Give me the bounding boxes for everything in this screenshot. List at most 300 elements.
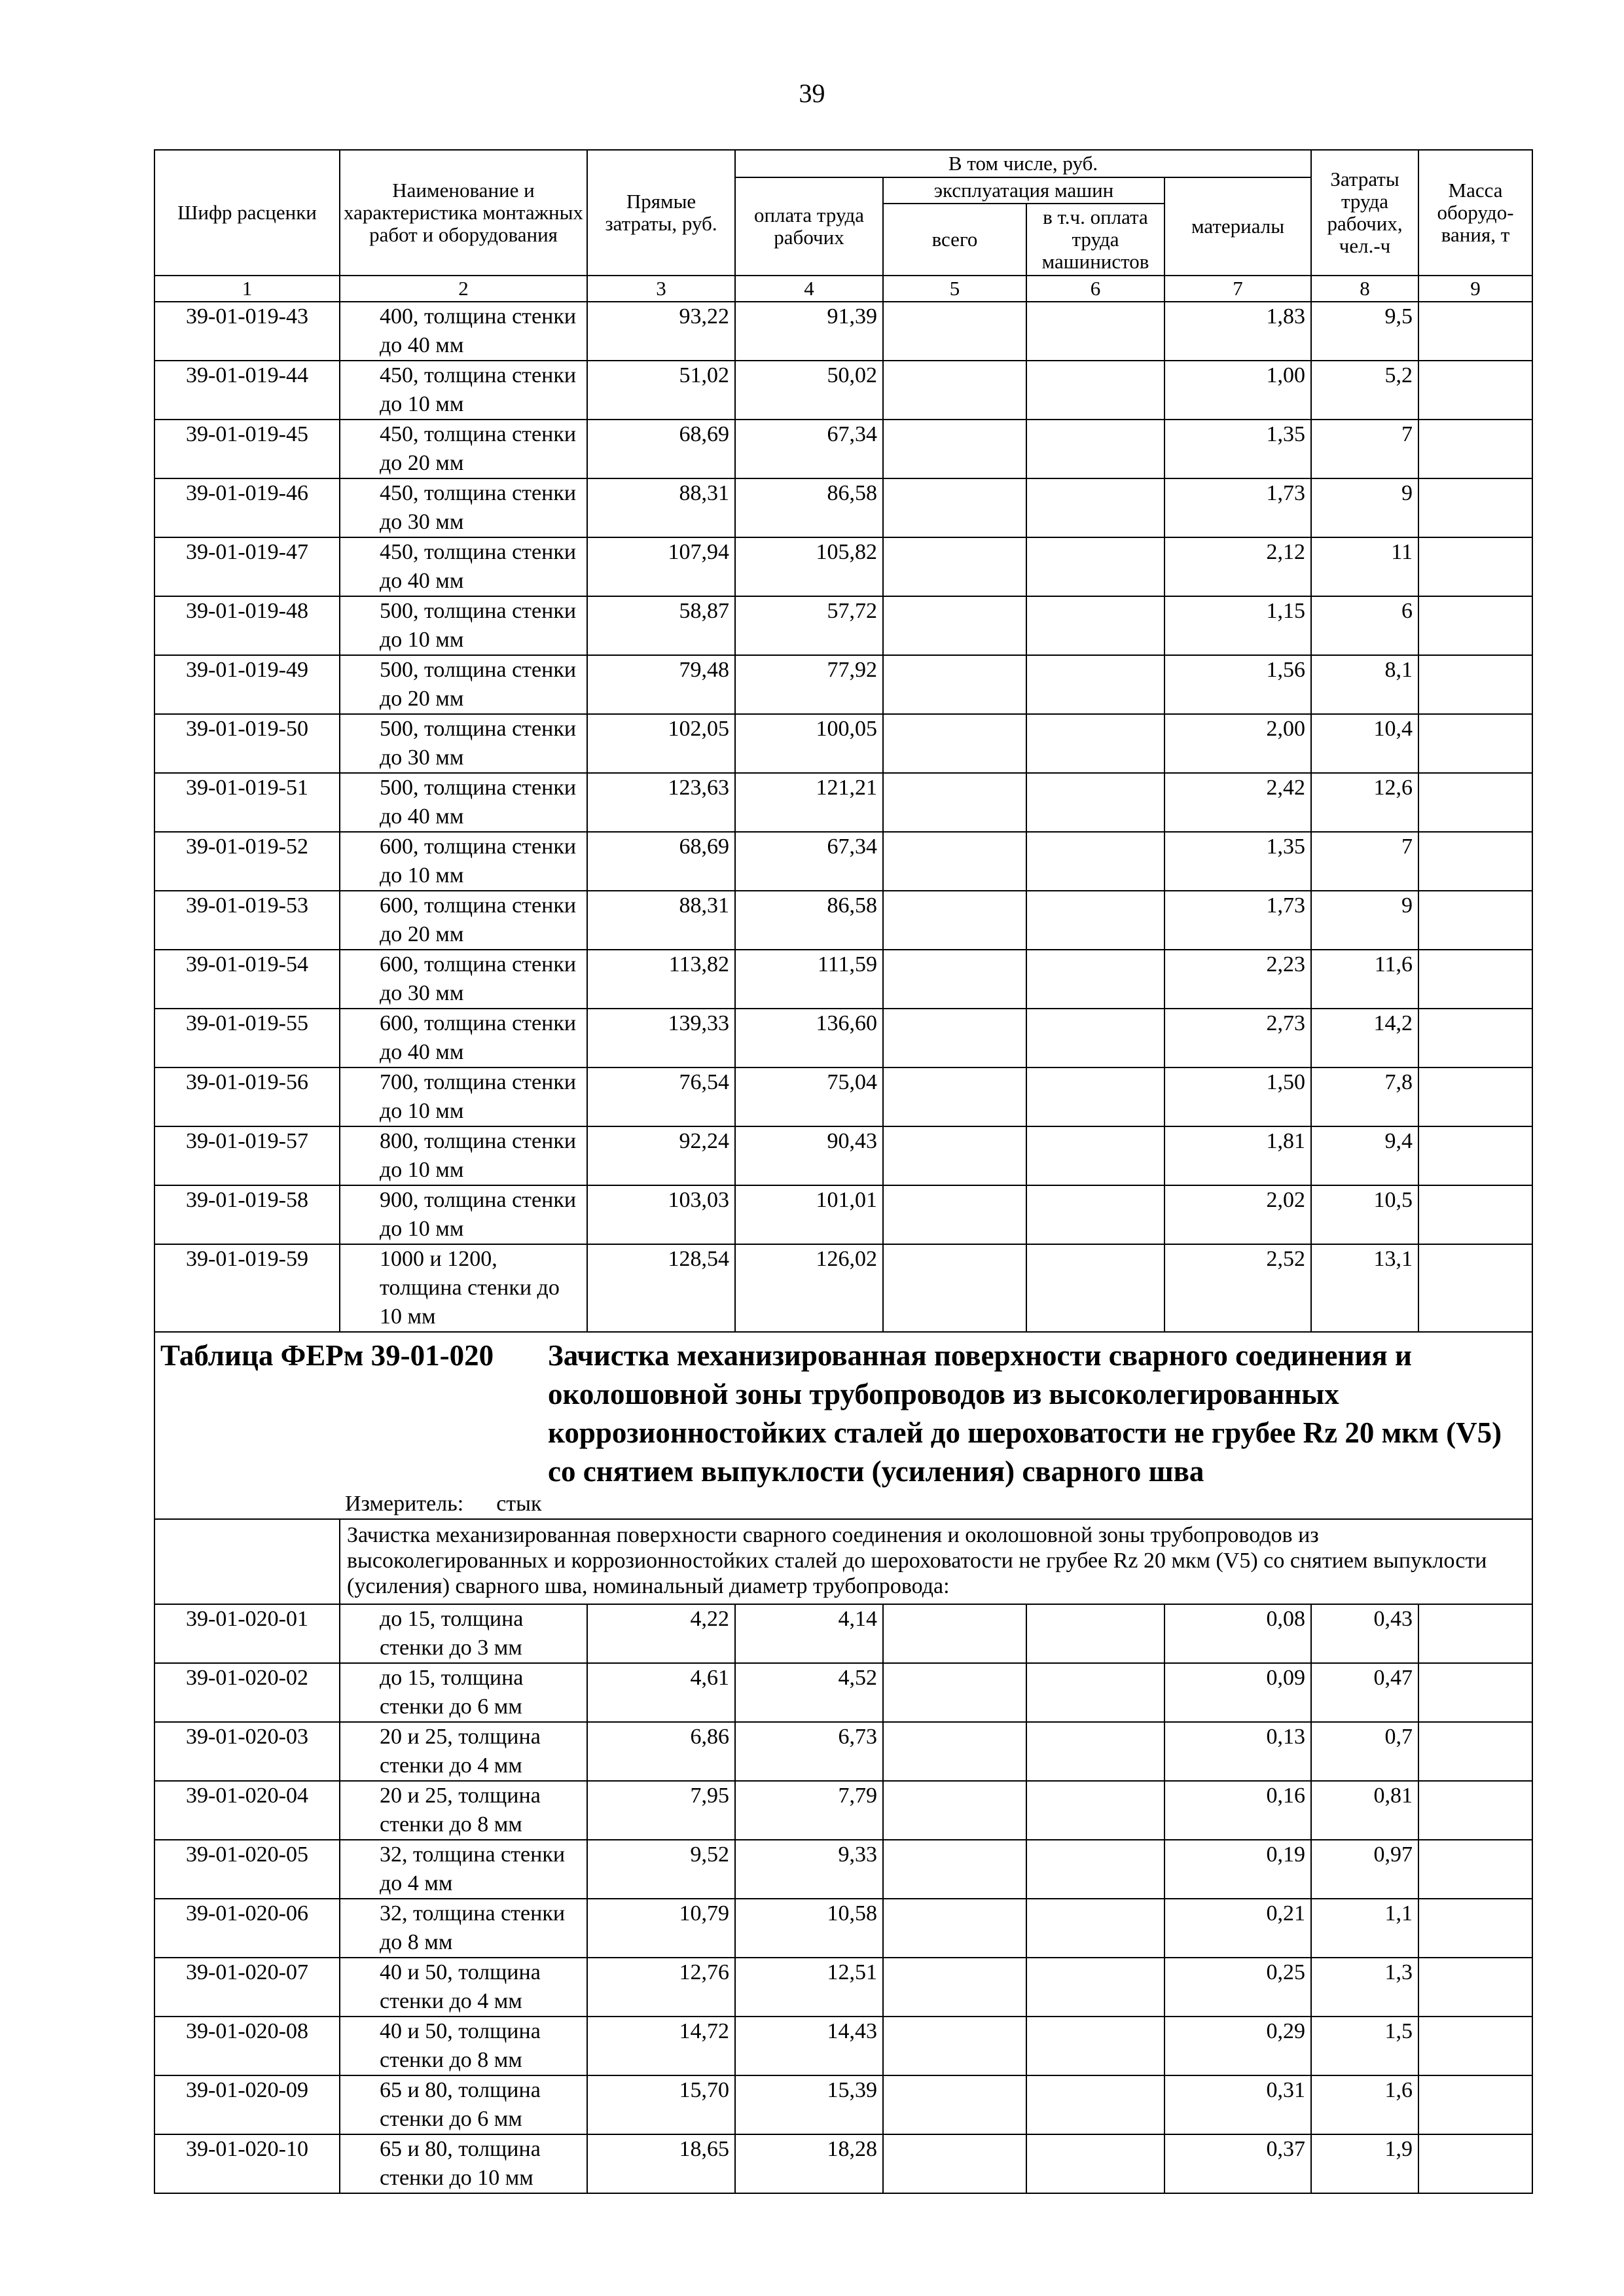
machine-total	[883, 1781, 1026, 1840]
materials-cost: 0,19	[1164, 1840, 1311, 1899]
materials-cost: 2,02	[1164, 1185, 1311, 1244]
machine-total	[883, 1958, 1026, 2017]
rate-code: 39-01-020-09	[154, 2075, 340, 2134]
labor-costs: 7	[1311, 420, 1418, 478]
labor-costs: 1,5	[1311, 2017, 1418, 2075]
direct-costs: 88,31	[587, 891, 735, 950]
workers-pay: 15,39	[735, 2075, 883, 2134]
table-row	[154, 596, 1532, 655]
work-name: 20 и 25, толщина стенки до 8 мм	[340, 1781, 587, 1840]
work-name: до 15, толщина стенки до 3 мм	[340, 1604, 587, 1663]
direct-costs: 76,54	[587, 1067, 735, 1126]
workers-pay: 77,92	[735, 655, 883, 714]
equipment-mass	[1418, 1722, 1532, 1781]
machinists-pay	[1026, 478, 1164, 537]
rate-code: 39-01-019-59	[154, 1244, 340, 1332]
equipment-mass	[1418, 950, 1532, 1009]
rate-code: 39-01-020-10	[154, 2134, 340, 2193]
direct-costs: 128,54	[587, 1244, 735, 1332]
table-row	[154, 478, 1532, 537]
equipment-mass	[1418, 537, 1532, 596]
rate-code: 39-01-019-47	[154, 537, 340, 596]
machine-total	[883, 420, 1026, 478]
column-number: 5	[883, 276, 1026, 302]
workers-pay: 4,52	[735, 1663, 883, 1722]
rate-code: 39-01-019-55	[154, 1009, 340, 1067]
workers-pay: 12,51	[735, 1958, 883, 2017]
equipment-mass	[1418, 1244, 1532, 1332]
work-name: 500, толщина стенки до 40 мм	[340, 773, 587, 832]
machine-total	[883, 1185, 1026, 1244]
direct-costs: 10,79	[587, 1899, 735, 1958]
table-row	[154, 1244, 1532, 1332]
work-name: 40 и 50, толщина стенки до 8 мм	[340, 2017, 587, 2075]
labor-costs: 1,6	[1311, 2075, 1418, 2134]
table-row	[154, 1958, 1532, 2017]
materials-cost: 0,13	[1164, 1722, 1311, 1781]
table-row	[154, 420, 1532, 478]
direct-costs: 68,69	[587, 420, 735, 478]
machine-total	[883, 1899, 1026, 1958]
equipment-mass	[1418, 1840, 1532, 1899]
machinists-pay	[1026, 596, 1164, 655]
machine-total	[883, 1009, 1026, 1067]
machine-total	[883, 537, 1026, 596]
column-number: 6	[1026, 276, 1164, 302]
table-row	[154, 1899, 1532, 1958]
materials-cost: 1,83	[1164, 302, 1311, 361]
machine-total	[883, 1126, 1026, 1185]
direct-costs: 92,24	[587, 1126, 735, 1185]
rate-code: 39-01-019-53	[154, 891, 340, 950]
labor-costs: 0,47	[1311, 1663, 1418, 1722]
materials-cost: 0,09	[1164, 1663, 1311, 1722]
direct-costs: 93,22	[587, 302, 735, 361]
column-number: 3	[587, 276, 735, 302]
table-body-part2	[154, 1604, 1532, 2193]
rates-table	[154, 149, 1533, 2194]
materials-cost: 0,16	[1164, 1781, 1311, 1840]
labor-costs: 1,3	[1311, 1958, 1418, 2017]
labor-costs: 7	[1311, 832, 1418, 891]
machine-total	[883, 891, 1026, 950]
labor-costs: 10,5	[1311, 1185, 1418, 1244]
workers-pay: 67,34	[735, 420, 883, 478]
equipment-mass	[1418, 891, 1532, 950]
machine-total	[883, 1604, 1026, 1663]
equipment-mass	[1418, 420, 1532, 478]
table-row	[154, 1604, 1532, 1663]
work-name: 450, толщина стенки до 20 мм	[340, 420, 587, 478]
machine-total	[883, 1244, 1026, 1332]
section-description: Зачистка механизированная поверхности сварного соединения и околошовной зоны трубопроводов из высоколегированных и коррозионностойких сталей до шероховатости не грубее Rz 20 мкм (V5) со снятием выпуклости (усиления) сварного шва, номинальный диаметр трубопровода:	[347, 1523, 1487, 1598]
equipment-mass	[1418, 1663, 1532, 1722]
machine-total	[883, 2075, 1026, 2134]
work-name: 450, толщина стенки до 10 мм	[340, 361, 587, 420]
workers-pay: 86,58	[735, 891, 883, 950]
labor-costs: 6	[1311, 596, 1418, 655]
rate-code: 39-01-019-49	[154, 655, 340, 714]
header-including: В том числе, руб.	[735, 150, 1311, 177]
materials-cost: 2,42	[1164, 773, 1311, 832]
workers-pay: 4,14	[735, 1604, 883, 1663]
labor-costs: 11	[1311, 537, 1418, 596]
equipment-mass	[1418, 655, 1532, 714]
rate-code: 39-01-019-45	[154, 420, 340, 478]
work-name: 40 и 50, толщина стенки до 4 мм	[340, 1958, 587, 2017]
rate-code: 39-01-019-52	[154, 832, 340, 891]
rate-code: 39-01-020-04	[154, 1781, 340, 1840]
machine-total	[883, 596, 1026, 655]
header-machine-total: всего	[883, 204, 1026, 276]
direct-costs: 113,82	[587, 950, 735, 1009]
work-name: 600, толщина стенки до 30 мм	[340, 950, 587, 1009]
table-row	[154, 361, 1532, 420]
section-block	[154, 1332, 1532, 1604]
work-name: 800, толщина стенки до 10 мм	[340, 1126, 587, 1185]
table-row	[154, 950, 1532, 1009]
equipment-mass	[1418, 2075, 1532, 2134]
equipment-mass	[1418, 1067, 1532, 1126]
equipment-mass	[1418, 1781, 1532, 1840]
direct-costs: 79,48	[587, 655, 735, 714]
labor-costs: 12,6	[1311, 773, 1418, 832]
column-number: 9	[1418, 276, 1532, 302]
labor-costs: 10,4	[1311, 714, 1418, 773]
labor-costs: 1,1	[1311, 1899, 1418, 1958]
machine-total	[883, 1840, 1026, 1899]
table-row	[154, 1126, 1532, 1185]
rate-code: 39-01-020-08	[154, 2017, 340, 2075]
machinists-pay	[1026, 773, 1164, 832]
labor-costs: 9,5	[1311, 302, 1418, 361]
machine-total	[883, 1722, 1026, 1781]
machinists-pay	[1026, 1126, 1164, 1185]
equipment-mass	[1418, 1899, 1532, 1958]
work-name: 450, толщина стенки до 30 мм	[340, 478, 587, 537]
labor-costs: 1,9	[1311, 2134, 1418, 2193]
rate-code: 39-01-020-06	[154, 1899, 340, 1958]
column-number: 4	[735, 276, 883, 302]
work-name: 600, толщина стенки до 40 мм	[340, 1009, 587, 1067]
materials-cost: 1,73	[1164, 891, 1311, 950]
labor-costs: 7,8	[1311, 1067, 1418, 1126]
workers-pay: 10,58	[735, 1899, 883, 1958]
workers-pay: 67,34	[735, 832, 883, 891]
labor-costs: 0,7	[1311, 1722, 1418, 1781]
labor-costs: 11,6	[1311, 950, 1418, 1009]
machinists-pay	[1026, 1781, 1164, 1840]
header-labor-costs: Затраты труда рабочих, чел.-ч	[1311, 150, 1418, 276]
machine-total	[883, 1067, 1026, 1126]
work-name: 65 и 80, толщина стенки до 10 мм	[340, 2134, 587, 2193]
workers-pay: 101,01	[735, 1185, 883, 1244]
direct-costs: 18,65	[587, 2134, 735, 2193]
equipment-mass	[1418, 2017, 1532, 2075]
machinists-pay	[1026, 832, 1164, 891]
equipment-mass	[1418, 1009, 1532, 1067]
rate-code: 39-01-019-46	[154, 478, 340, 537]
equipment-mass	[1418, 1604, 1532, 1663]
machinists-pay	[1026, 420, 1164, 478]
workers-pay: 75,04	[735, 1067, 883, 1126]
machine-total	[883, 1663, 1026, 1722]
column-numbers-row	[154, 276, 1532, 302]
materials-cost: 0,25	[1164, 1958, 1311, 2017]
machinists-pay	[1026, 1899, 1164, 1958]
workers-pay: 18,28	[735, 2134, 883, 2193]
measure-line	[155, 1491, 1532, 1518]
direct-costs: 68,69	[587, 832, 735, 891]
machine-total	[883, 2017, 1026, 2075]
work-name: 450, толщина стенки до 40 мм	[340, 537, 587, 596]
table-row	[154, 714, 1532, 773]
header-materials: материалы	[1164, 177, 1311, 276]
labor-costs: 0,81	[1311, 1781, 1418, 1840]
table-row	[154, 1840, 1532, 1899]
work-name: 700, толщина стенки до 10 мм	[340, 1067, 587, 1126]
header-equipment-mass: Масса оборудо-вания, т	[1418, 150, 1532, 276]
materials-cost: 2,23	[1164, 950, 1311, 1009]
direct-costs: 88,31	[587, 478, 735, 537]
table-row	[154, 1781, 1532, 1840]
workers-pay: 14,43	[735, 2017, 883, 2075]
work-name: 32, толщина стенки до 4 мм	[340, 1840, 587, 1899]
labor-costs: 9	[1311, 478, 1418, 537]
header-workers-pay: оплата труда рабочих	[735, 177, 883, 276]
column-number: 1	[154, 276, 340, 302]
equipment-mass	[1418, 1958, 1532, 2017]
machine-total	[883, 773, 1026, 832]
materials-cost: 0,21	[1164, 1899, 1311, 1958]
machinists-pay	[1026, 950, 1164, 1009]
table-row	[154, 537, 1532, 596]
direct-costs: 103,03	[587, 1185, 735, 1244]
rate-code: 39-01-020-05	[154, 1840, 340, 1899]
direct-costs: 4,22	[587, 1604, 735, 1663]
equipment-mass	[1418, 714, 1532, 773]
equipment-mass	[1418, 2134, 1532, 2193]
materials-cost: 1,81	[1164, 1126, 1311, 1185]
section-label: Таблица ФЕРм 39-01-020	[160, 1339, 494, 1372]
table-row	[154, 1722, 1532, 1781]
materials-cost: 2,00	[1164, 714, 1311, 773]
materials-cost: 1,15	[1164, 596, 1311, 655]
direct-costs: 15,70	[587, 2075, 735, 2134]
table-row	[154, 2075, 1532, 2134]
labor-costs: 5,2	[1311, 361, 1418, 420]
materials-cost: 1,56	[1164, 655, 1311, 714]
machinists-pay	[1026, 537, 1164, 596]
table-row	[154, 1067, 1532, 1126]
rate-code: 39-01-020-07	[154, 1958, 340, 2017]
header-code: Шифр расценки	[154, 150, 340, 276]
rate-code: 39-01-020-02	[154, 1663, 340, 1722]
direct-costs: 4,61	[587, 1663, 735, 1722]
direct-costs: 139,33	[587, 1009, 735, 1067]
labor-costs: 9,4	[1311, 1126, 1418, 1185]
materials-cost: 1,50	[1164, 1067, 1311, 1126]
page-number: 39	[799, 79, 825, 108]
direct-costs: 7,95	[587, 1781, 735, 1840]
workers-pay: 100,05	[735, 714, 883, 773]
materials-cost: 0,29	[1164, 2017, 1311, 2075]
materials-cost: 1,00	[1164, 361, 1311, 420]
work-name: 500, толщина стенки до 10 мм	[340, 596, 587, 655]
equipment-mass	[1418, 1126, 1532, 1185]
header-machine-operation: эксплуатация машин	[883, 177, 1164, 204]
equipment-mass	[1418, 361, 1532, 420]
direct-costs: 102,05	[587, 714, 735, 773]
work-name: 500, толщина стенки до 30 мм	[340, 714, 587, 773]
materials-cost: 2,73	[1164, 1009, 1311, 1067]
work-name: 20 и 25, толщина стенки до 4 мм	[340, 1722, 587, 1781]
workers-pay: 126,02	[735, 1244, 883, 1332]
measure-label: Измеритель:	[345, 1492, 464, 1516]
machine-total	[883, 655, 1026, 714]
work-name: 32, толщина стенки до 8 мм	[340, 1899, 587, 1958]
materials-cost: 1,73	[1164, 478, 1311, 537]
machinists-pay	[1026, 2017, 1164, 2075]
table-row	[154, 655, 1532, 714]
materials-cost: 1,35	[1164, 832, 1311, 891]
materials-cost: 0,08	[1164, 1604, 1311, 1663]
equipment-mass	[1418, 832, 1532, 891]
description-spacer	[155, 1520, 340, 1604]
workers-pay: 9,33	[735, 1840, 883, 1899]
materials-cost: 1,35	[1164, 420, 1311, 478]
direct-costs: 9,52	[587, 1840, 735, 1899]
table-row	[154, 302, 1532, 361]
work-name: 900, толщина стенки до 10 мм	[340, 1185, 587, 1244]
direct-costs: 12,76	[587, 1958, 735, 2017]
table-row	[154, 773, 1532, 832]
table-row	[154, 2134, 1532, 2193]
rate-code: 39-01-019-48	[154, 596, 340, 655]
machinists-pay	[1026, 1663, 1164, 1722]
direct-costs: 123,63	[587, 773, 735, 832]
equipment-mass	[1418, 478, 1532, 537]
rate-code: 39-01-019-56	[154, 1067, 340, 1126]
measure-value: стык	[496, 1492, 542, 1516]
equipment-mass	[1418, 1185, 1532, 1244]
materials-cost: 0,31	[1164, 2075, 1311, 2134]
section-heading-cell	[154, 1332, 1532, 1519]
direct-costs: 6,86	[587, 1722, 735, 1781]
labor-costs: 8,1	[1311, 655, 1418, 714]
header-name: Наименование и характеристика монтажных работ и оборудования	[340, 150, 587, 276]
rate-code: 39-01-019-58	[154, 1185, 340, 1244]
workers-pay: 136,60	[735, 1009, 883, 1067]
labor-costs: 14,2	[1311, 1009, 1418, 1067]
machinists-pay	[1026, 1067, 1164, 1126]
work-name: 600, толщина стенки до 10 мм	[340, 832, 587, 891]
workers-pay: 57,72	[735, 596, 883, 655]
section-title: Зачистка механизированная поверхности сварного соединения и околошовной зоны трубопроводов из высоколегированных коррозионностойких сталей до шероховатости не грубее Rz 20 мкм (V5) со снятием выпуклости (усиления) сварного шва	[548, 1339, 1502, 1488]
table-body-part1	[154, 302, 1532, 1332]
work-name: 400, толщина стенки до 40 мм	[340, 302, 587, 361]
table-row	[154, 891, 1532, 950]
table-row	[154, 2017, 1532, 2075]
header-machinists-pay: в т.ч. оплата труда машинистов	[1026, 204, 1164, 276]
machine-total	[883, 950, 1026, 1009]
materials-cost: 2,52	[1164, 1244, 1311, 1332]
section-description-cell	[154, 1519, 1532, 1604]
rate-code: 39-01-019-44	[154, 361, 340, 420]
direct-costs: 14,72	[587, 2017, 735, 2075]
workers-pay: 111,59	[735, 950, 883, 1009]
column-number: 2	[340, 276, 587, 302]
machine-total	[883, 832, 1026, 891]
column-number: 7	[1164, 276, 1311, 302]
header-direct-costs: Прямые затраты, руб.	[587, 150, 735, 276]
equipment-mass	[1418, 596, 1532, 655]
machinists-pay	[1026, 361, 1164, 420]
equipment-mass	[1418, 302, 1532, 361]
machine-total	[883, 2134, 1026, 2193]
work-name: 65 и 80, толщина стенки до 6 мм	[340, 2075, 587, 2134]
direct-costs: 58,87	[587, 596, 735, 655]
machinists-pay	[1026, 2075, 1164, 2134]
equipment-mass	[1418, 773, 1532, 832]
machinists-pay	[1026, 1604, 1164, 1663]
rate-code: 39-01-019-50	[154, 714, 340, 773]
work-name: 600, толщина стенки до 20 мм	[340, 891, 587, 950]
workers-pay: 91,39	[735, 302, 883, 361]
table-row	[154, 1663, 1532, 1722]
rate-code: 39-01-020-01	[154, 1604, 340, 1663]
labor-costs: 0,97	[1311, 1840, 1418, 1899]
machinists-pay	[1026, 2134, 1164, 2193]
work-name: 500, толщина стенки до 20 мм	[340, 655, 587, 714]
machinists-pay	[1026, 655, 1164, 714]
direct-costs: 51,02	[587, 361, 735, 420]
column-number: 8	[1311, 276, 1418, 302]
machinists-pay	[1026, 1185, 1164, 1244]
labor-costs: 13,1	[1311, 1244, 1418, 1332]
machinists-pay	[1026, 302, 1164, 361]
machine-total	[883, 302, 1026, 361]
rate-code: 39-01-019-57	[154, 1126, 340, 1185]
rate-code: 39-01-020-03	[154, 1722, 340, 1781]
machinists-pay	[1026, 1244, 1164, 1332]
machinists-pay	[1026, 891, 1164, 950]
work-name: 1000 и 1200, толщина стенки до 10 мм	[340, 1244, 587, 1332]
direct-costs: 107,94	[587, 537, 735, 596]
machine-total	[883, 478, 1026, 537]
labor-costs: 0,43	[1311, 1604, 1418, 1663]
materials-cost: 2,12	[1164, 537, 1311, 596]
machine-total	[883, 714, 1026, 773]
table-row	[154, 1009, 1532, 1067]
workers-pay: 7,79	[735, 1781, 883, 1840]
rate-code: 39-01-019-51	[154, 773, 340, 832]
workers-pay: 50,02	[735, 361, 883, 420]
table-header	[154, 150, 1532, 302]
workers-pay: 86,58	[735, 478, 883, 537]
rate-code: 39-01-019-43	[154, 302, 340, 361]
table-row	[154, 832, 1532, 891]
materials-cost: 0,37	[1164, 2134, 1311, 2193]
work-name: до 15, толщина стенки до 6 мм	[340, 1663, 587, 1722]
machinists-pay	[1026, 1722, 1164, 1781]
workers-pay: 105,82	[735, 537, 883, 596]
workers-pay: 90,43	[735, 1126, 883, 1185]
workers-pay: 6,73	[735, 1722, 883, 1781]
machinists-pay	[1026, 1009, 1164, 1067]
machinists-pay	[1026, 1958, 1164, 2017]
labor-costs: 9	[1311, 891, 1418, 950]
